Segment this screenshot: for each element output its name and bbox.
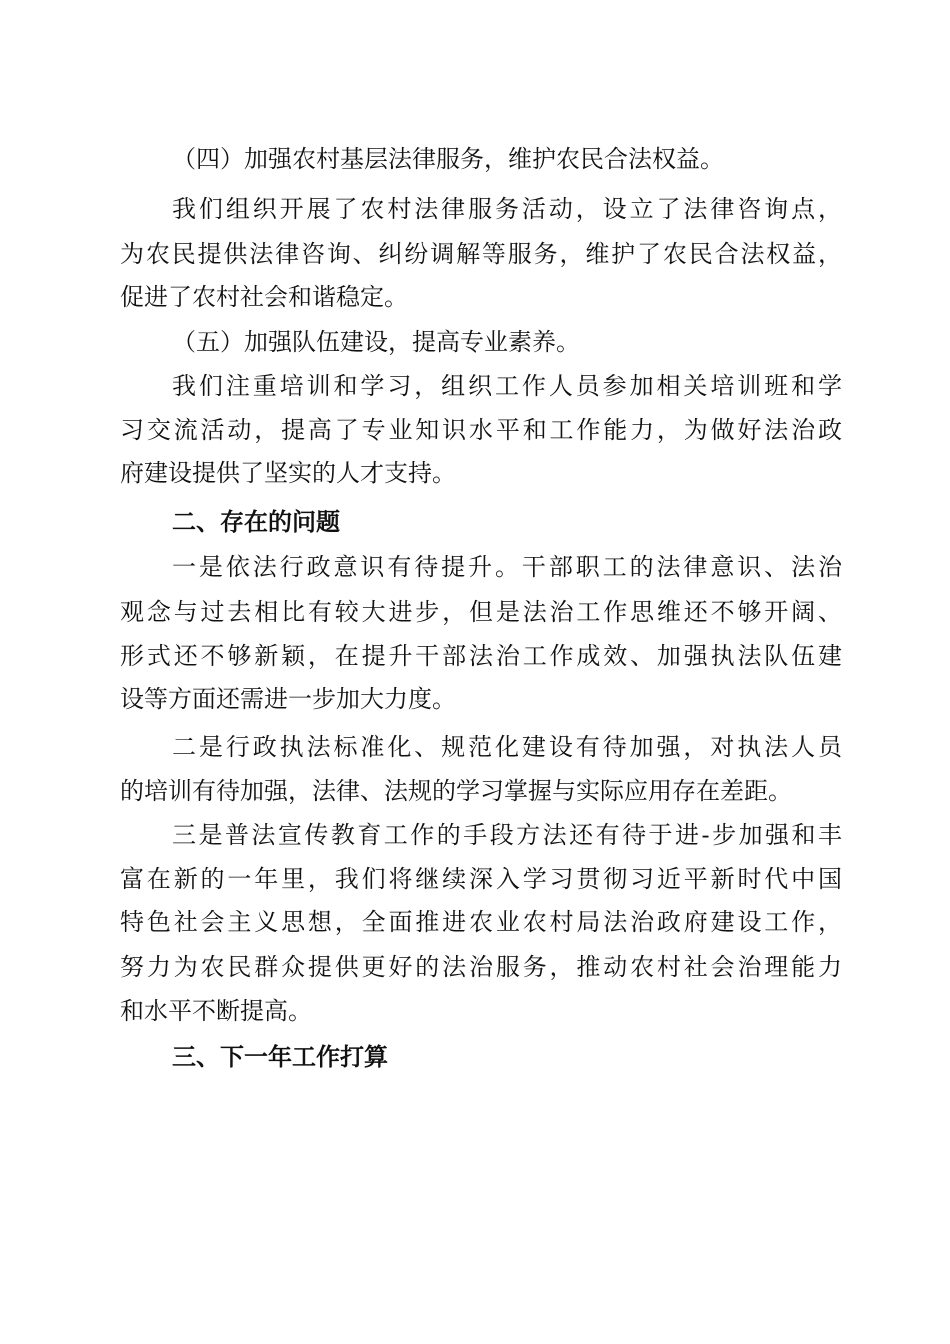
subsection-heading: （四）加强农村基层法律服务，维护农民合法权益。 — [172, 145, 724, 173]
paragraph-line: 府建设提供了坚实的人才支持。 — [120, 459, 456, 487]
paragraph-line: 促进了农村社会和谐稳定。 — [120, 283, 408, 311]
paragraph-line: 富在新的一年里，我们将继续深入学习贯彻习近平新时代中国 — [120, 865, 842, 893]
paragraph-line: 形式还不够新颖，在提升干部法治工作成效、加强执法队伍建 — [120, 642, 842, 670]
section-heading: 二、存在的问题 — [172, 508, 340, 536]
paragraph-line: 为农民提供法律咨询、纠纷调解等服务，维护了农民合法权益， — [120, 240, 842, 268]
paragraph-line: 我们组织开展了农村法律服务活动，设立了法律咨询点， — [172, 195, 842, 223]
paragraph-line: 二是行政执法标准化、规范化建设有待加强，对执法人员 — [172, 733, 842, 761]
paragraph-line: 我们注重培训和学习，组织工作人员参加相关培训班和学 — [172, 372, 842, 400]
paragraph-line: 观念与过去相比有较大进步，但是法治工作思维还不够开阔、 — [120, 598, 842, 626]
paragraph-line: 的培训有待加强，法律、法规的学习掌握与实际应用存在差距。 — [120, 777, 792, 805]
paragraph-line: 三是普法宣传教育工作的手段方法还有待于进-步加强和丰 — [172, 821, 842, 849]
section-heading: 三、下一年工作打算 — [172, 1043, 388, 1071]
paragraph-line: 特色社会主义思想，全面推进农业农村局法治政府建设工作， — [120, 908, 842, 936]
paragraph-line: 设等方面还需进一步加大力度。 — [120, 685, 456, 713]
subsection-heading: （五）加强队伍建设，提高专业素养。 — [172, 328, 580, 356]
paragraph-line: 和水平不断提高。 — [120, 997, 312, 1025]
paragraph-line: 努力为农民群众提供更好的法治服务，推动农村社会治理能力 — [120, 953, 842, 981]
paragraph-line: 习交流活动，提高了专业知识水平和工作能力，为做好法治政 — [120, 416, 842, 444]
paragraph-line: 一是依法行政意识有待提升。干部职工的法律意识、法治 — [172, 553, 842, 581]
